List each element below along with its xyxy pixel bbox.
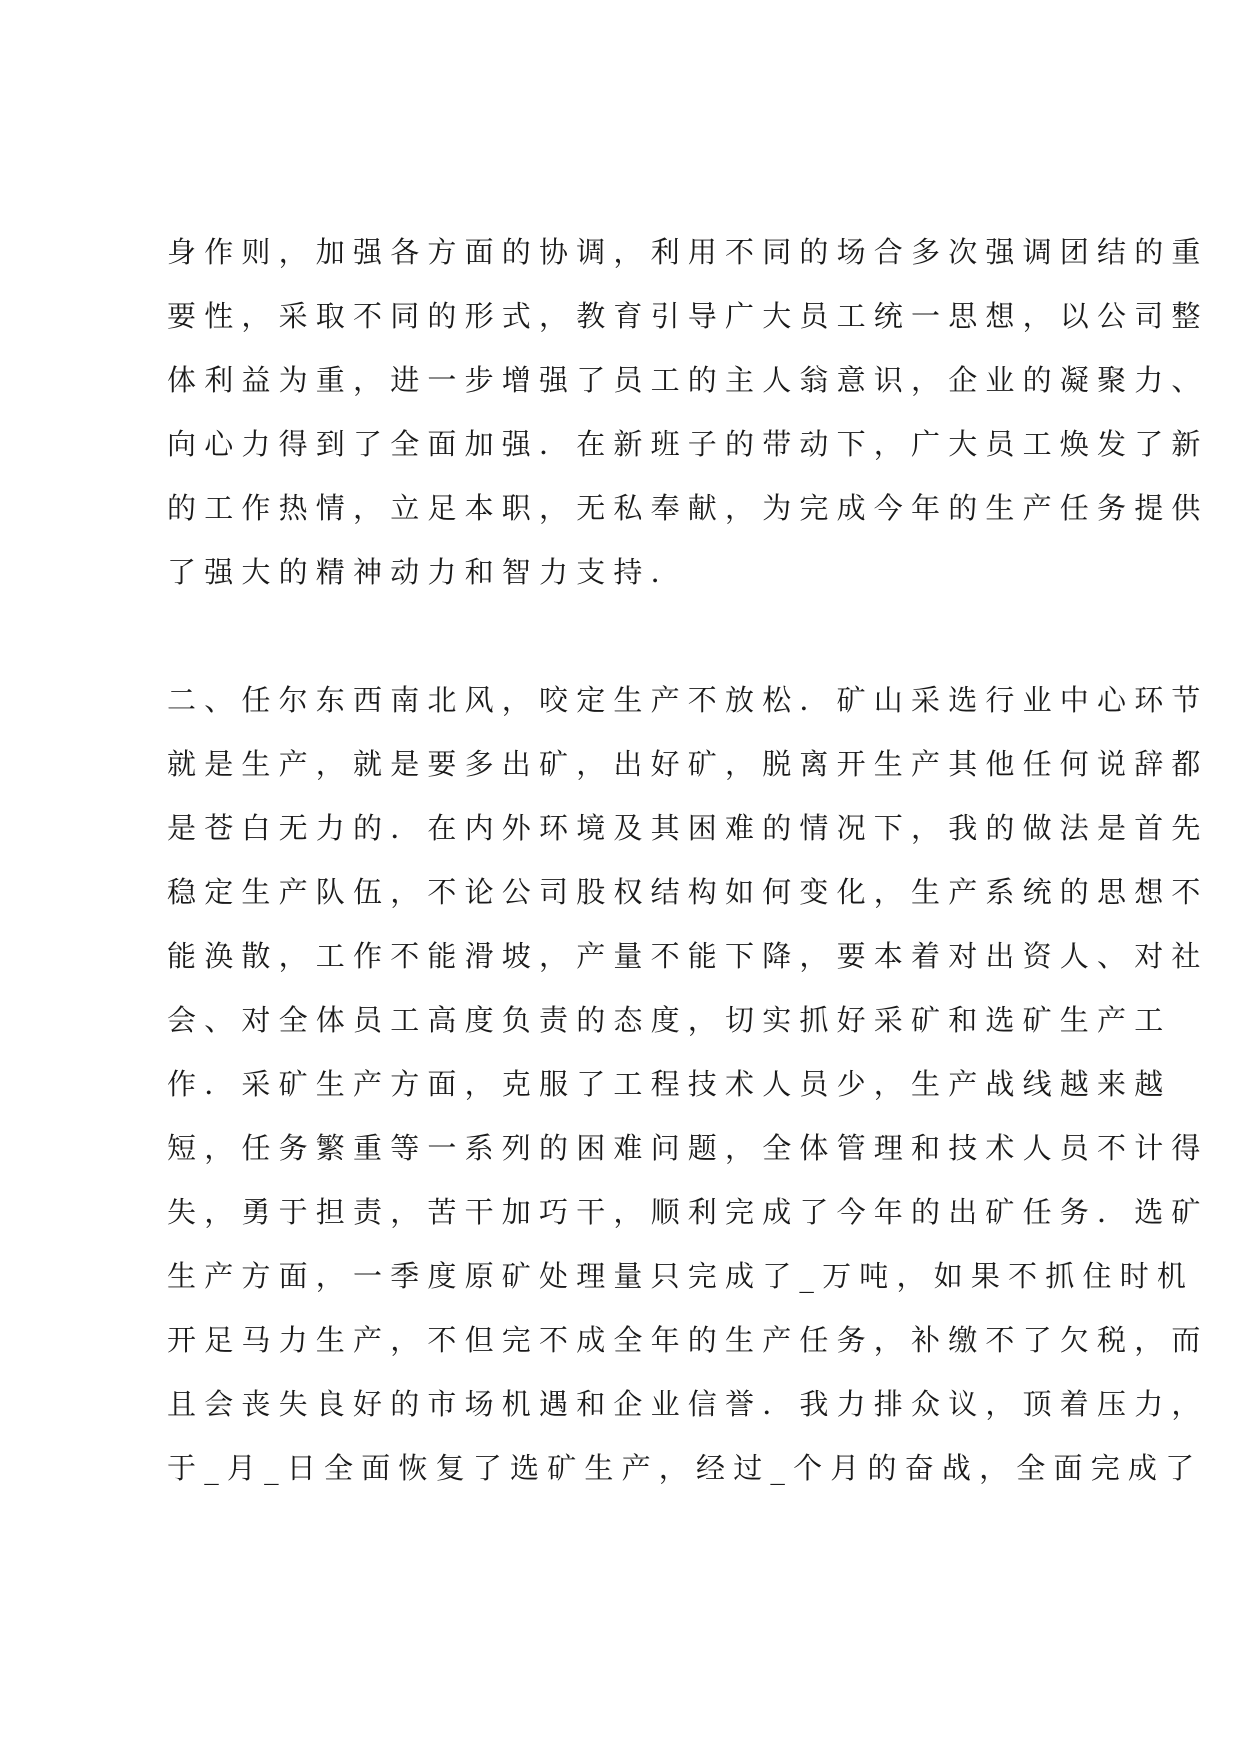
text-line: 身作则，加强各方面的协调，利用不同的场合多次强调团结的重 — [167, 235, 1209, 269]
text-line: 且会丧失良好的市场机遇和企业信誉．我力排众议，顶着压力， — [167, 1387, 1209, 1421]
text-line: 会、对全体员工高度负责的态度，切实抓好采矿和选矿生产工 — [167, 1003, 1172, 1037]
text-line: 二、任尔东西南北风，咬定生产不放松．矿山采选行业中心环节 — [167, 683, 1209, 717]
text-line: 短，任务繁重等一系列的困难问题，全体管理和技术人员不计得 — [167, 1131, 1209, 1165]
text-line: 是苍白无力的．在内外环境及其困难的情况下，我的做法是首先 — [167, 811, 1209, 845]
text-line: 开足马力生产，不但完不成全年的生产任务，补缴不了欠税，而 — [167, 1323, 1209, 1357]
text-line: 稳定生产队伍，不论公司股权结构如何变化，生产系统的思想不 — [167, 875, 1209, 909]
text-line: 就是生产，就是要多出矿，出好矿，脱离开生产其他任何说辞都 — [167, 747, 1209, 781]
text-line: 要性，采取不同的形式，教育引导广大员工统一思想，以公司整 — [167, 299, 1209, 333]
text-line: 于_月_日全面恢复了选矿生产，经过_个月的奋战，全面完成了 — [167, 1451, 1203, 1485]
text-line: 失，勇于担责，苦干加巧干，顺利完成了今年的出矿任务．选矿 — [167, 1195, 1209, 1229]
text-line: 体利益为重，进一步增强了员工的主人翁意识，企业的凝聚力、 — [167, 363, 1209, 397]
text-line: 了强大的精神动力和智力支持． — [167, 555, 688, 589]
text-line: 能涣散，工作不能滑坡，产量不能下降，要本着对出资人、对社 — [167, 939, 1209, 973]
text-line: 的工作热情，立足本职，无私奉献，为完成今年的生产任务提供 — [167, 491, 1209, 525]
text-line: 生产方面，一季度原矿处理量只完成了_万吨，如果不抓住时机 — [167, 1259, 1195, 1293]
text-line: 向心力得到了全面加强．在新班子的带动下，广大员工焕发了新 — [167, 427, 1209, 461]
text-line: 作．采矿生产方面，克服了工程技术人员少，生产战线越来越 — [167, 1067, 1172, 1101]
